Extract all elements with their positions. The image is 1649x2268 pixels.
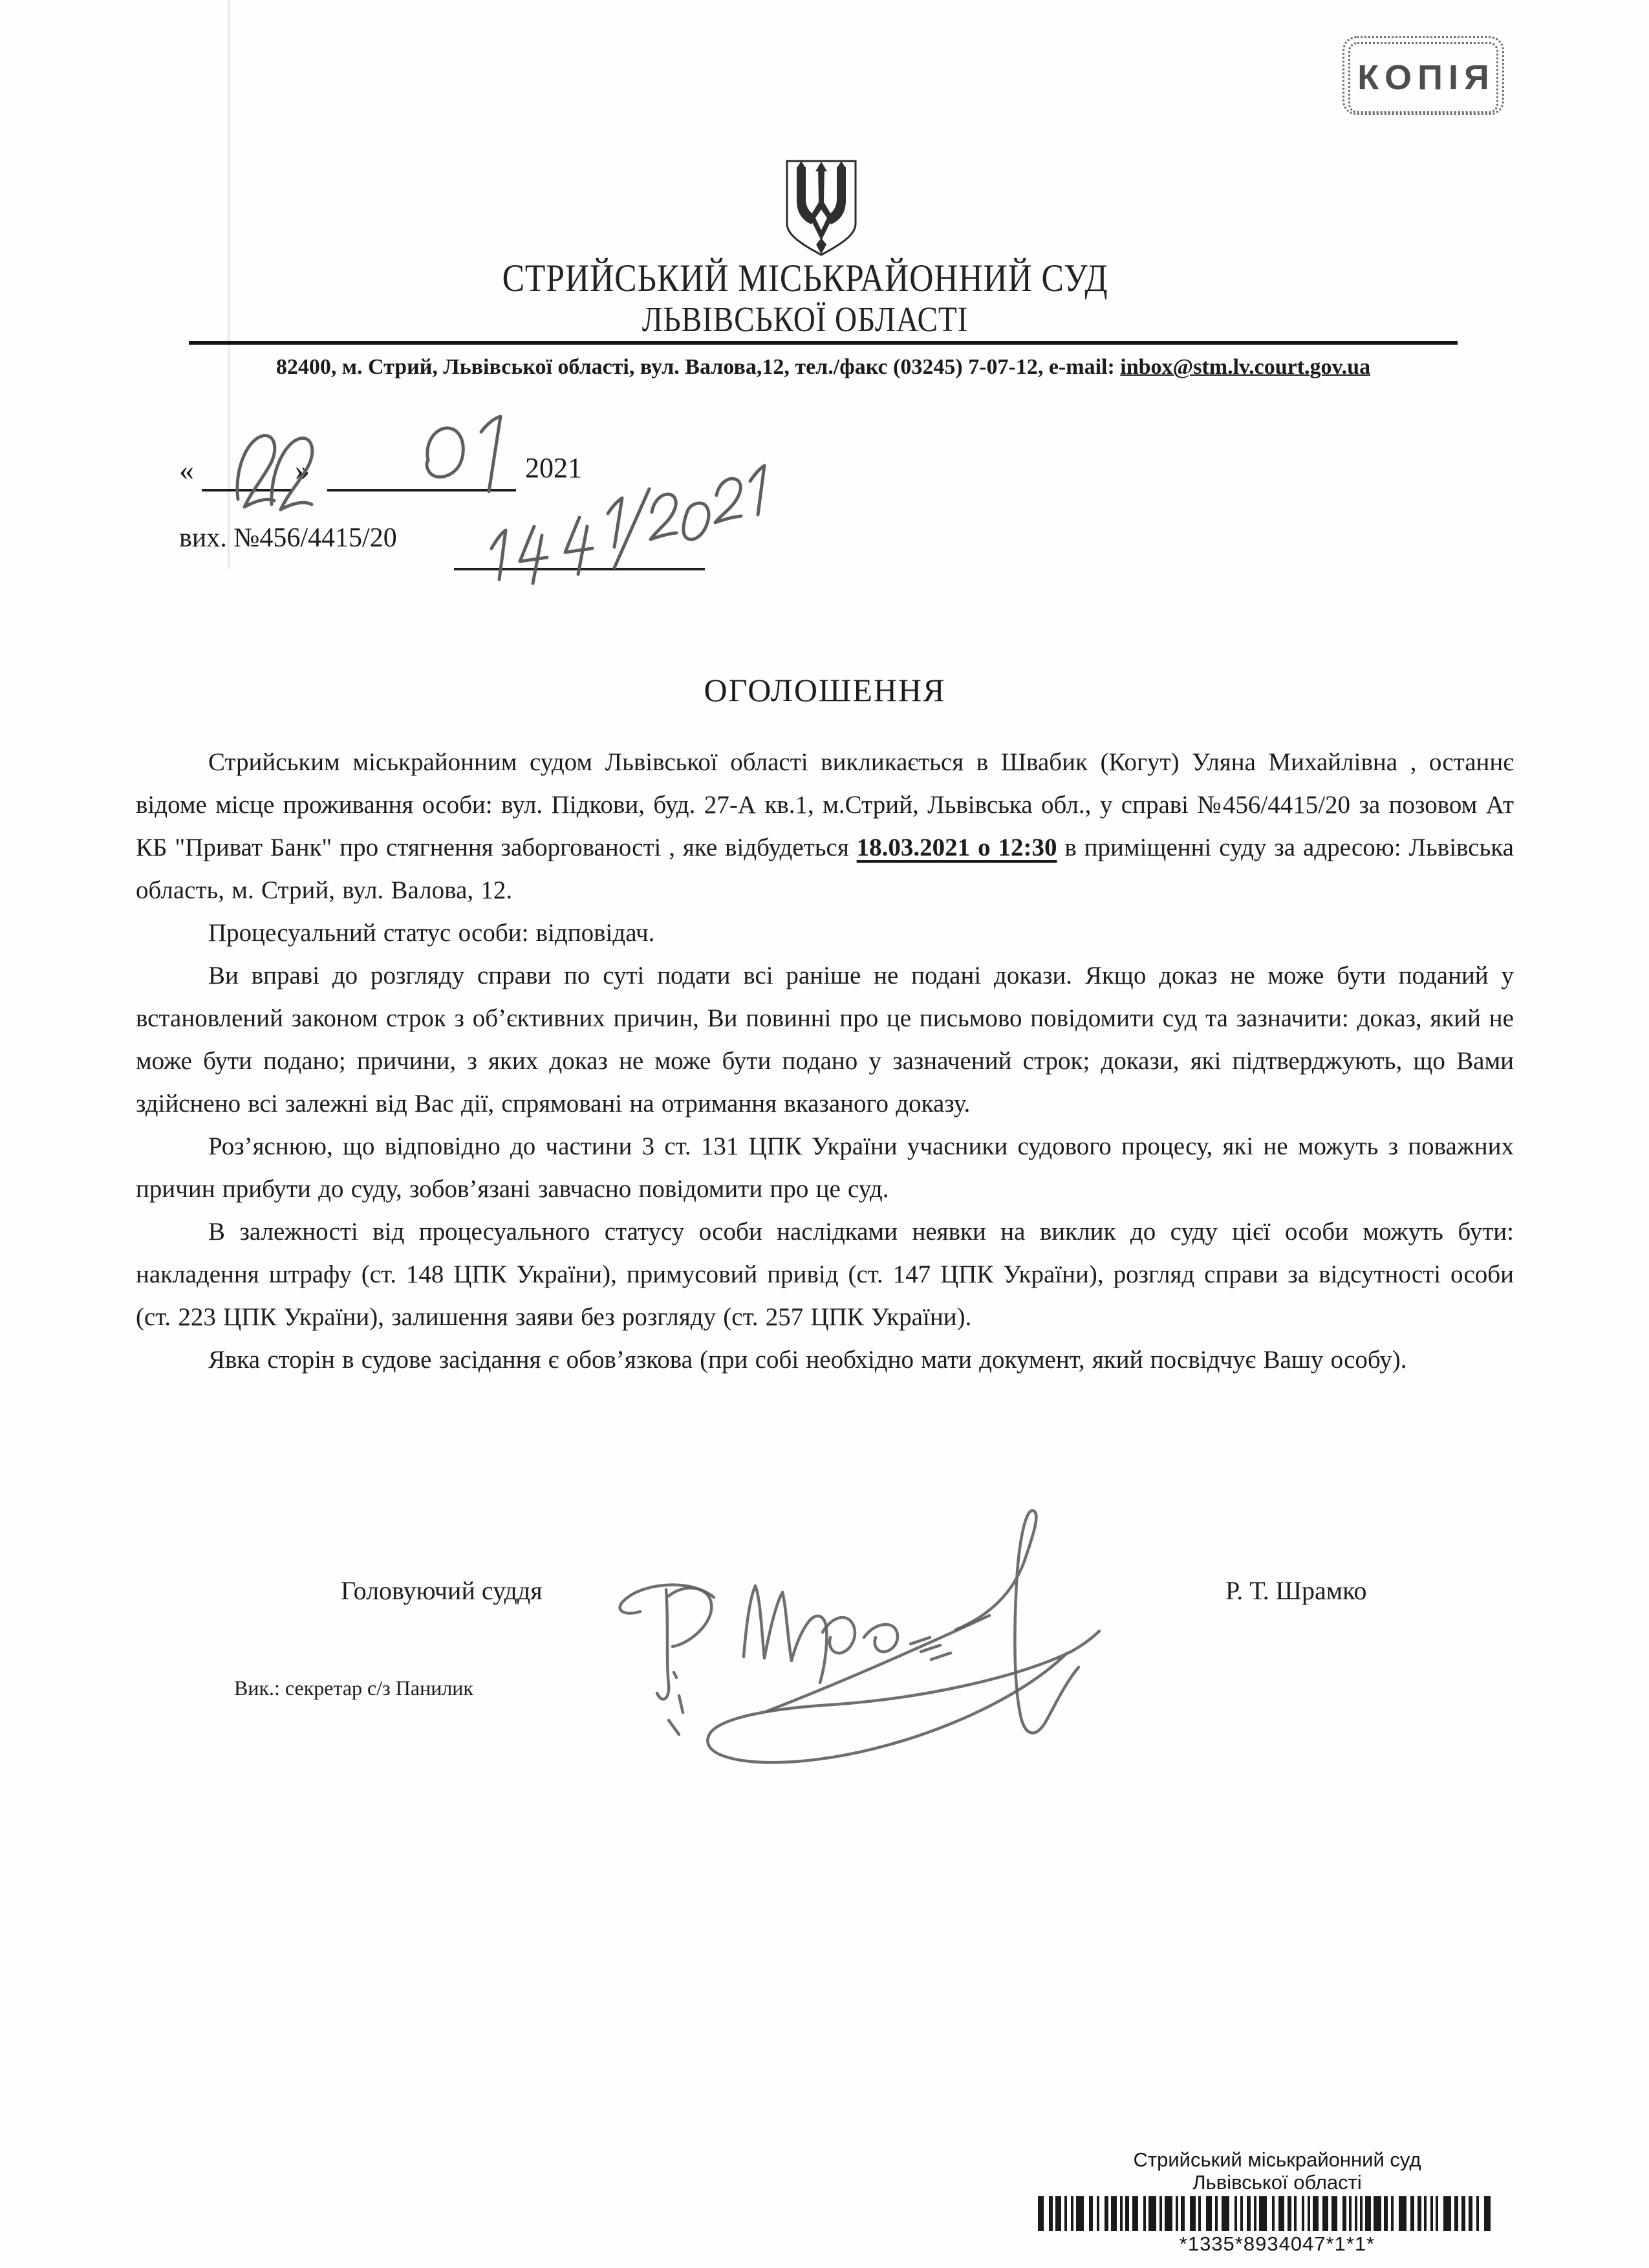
copy-stamp <box>1342 36 1504 115</box>
header-divider <box>189 341 1458 345</box>
court-address-text: 82400, м. Стрий, Львівської області, вул. Валова,12, тел./факс (03245) 7-07-12, e-mail: <box>275 355 1121 379</box>
paragraph-consequences: В залежності від процесуального статусу особи наслідками неявки на виклик до суду цієї особи можуть бути: накладення штрафу (ст. 148 ЦПК України), примусовий привід (ст. 147 ЦПК України), розгляд справи за відсутності особи (ст. 223 ЦПК України), залишення заяви без розгляду (ст. 257 ЦПК України). <box>136 1218 1514 1331</box>
judge-signature <box>620 1511 1099 1762</box>
barcode-number: *1335*8934047*1*1* <box>1179 2232 1375 2255</box>
copy-stamp-label: КОПІЯ <box>1357 58 1495 97</box>
paragraph-summons <box>136 741 1514 912</box>
document-title: ОГОЛОШЕННЯ <box>704 672 946 708</box>
court-email: inbox@stm.lv.court.gov.ua <box>1120 355 1371 379</box>
footer-court-line2: Львівської області <box>1192 2171 1362 2194</box>
judge-role-label: Головуючий суддя <box>341 1576 543 1605</box>
summons-text-after: в приміщенні суду за адресою: Львівська область, м. Стрий, вул. Валова, 12. <box>136 834 1514 904</box>
paragraph-evidence: Ви вправі до розгляду справи по суті подати всі раніше не подані докази. Якщо доказ не може бути поданий у встановлений законом строк з об’єктивних причин, Ви повинні про це письмово повідомити суд та зазначити: доказ, який не може бути подано; причини, з яких доказ не може бути подано у зазначений строк; докази, які підтверджують, що Вами здійснено всі залежні від Вас дії, спрямовані на отримання вказаного доказу. <box>136 962 1514 1118</box>
ukraine-trident-emblem-icon <box>784 159 859 257</box>
clerk-line: Вик.: секретар с/з Панилик <box>234 1676 473 1700</box>
paragraph-notification-duty: Роз’яснюю, що відповідно до частини 3 ст. 131 ЦПК України учасники судового процесу, які не можуть з поважних причин прибути до суду, зобов’язані завчасно повідомити про це суд. <box>136 1132 1514 1203</box>
summons-text-before: Стрийським міськрайонним судом Львівської області викликається в Швабик (Когут) Уляна Михайлівна , останнє відоме місце проживання особи: вул. Підкови, буд. 27-А кв.1, м.Стрий, Львівська обл., у справі №456/4415/20 за позовом Ат КБ "Приват Банк" про стягнення заборгованості , яке відбудеться <box>136 748 1514 861</box>
date-quote-close: » <box>295 453 310 486</box>
date-month-underline <box>327 489 516 491</box>
outgoing-number-label: вих. №456/4415/20 <box>179 523 397 553</box>
court-name-line2: ЛЬВІВСЬКОЇ ОБЛАСТІ <box>641 299 969 339</box>
copy-stamp-inner-border <box>1348 42 1498 113</box>
handwritten-month <box>427 416 501 491</box>
paragraph-attendance: Явка сторін в судове засідання є обов’язкова (при собі необхідно мати документ, який посвідчує Вашу особу). <box>208 1346 1407 1374</box>
barcode-block <box>1038 2148 1516 2256</box>
hearing-datetime: 18.03.2021 о 12:30 <box>856 834 1057 861</box>
date-quote-open: « <box>179 453 194 486</box>
barcode-icon <box>1038 2196 1516 2231</box>
document-body <box>136 741 1514 1381</box>
paragraph-status: Процесуальний статус особи: відповідач. <box>208 919 655 947</box>
outgoing-number-underline <box>454 568 705 570</box>
court-address <box>189 355 1458 380</box>
court-name-line1: СТРИЙСЬКИЙ МІСЬКРАЙОННИЙ СУД <box>502 257 1108 299</box>
date-year: 2021 <box>525 452 582 484</box>
judge-name: Р. Т. Шрамко <box>1225 1576 1367 1605</box>
date-day-underline <box>202 489 292 491</box>
footer-court-line1: Стрийський міськрайонний суд <box>1133 2148 1421 2171</box>
